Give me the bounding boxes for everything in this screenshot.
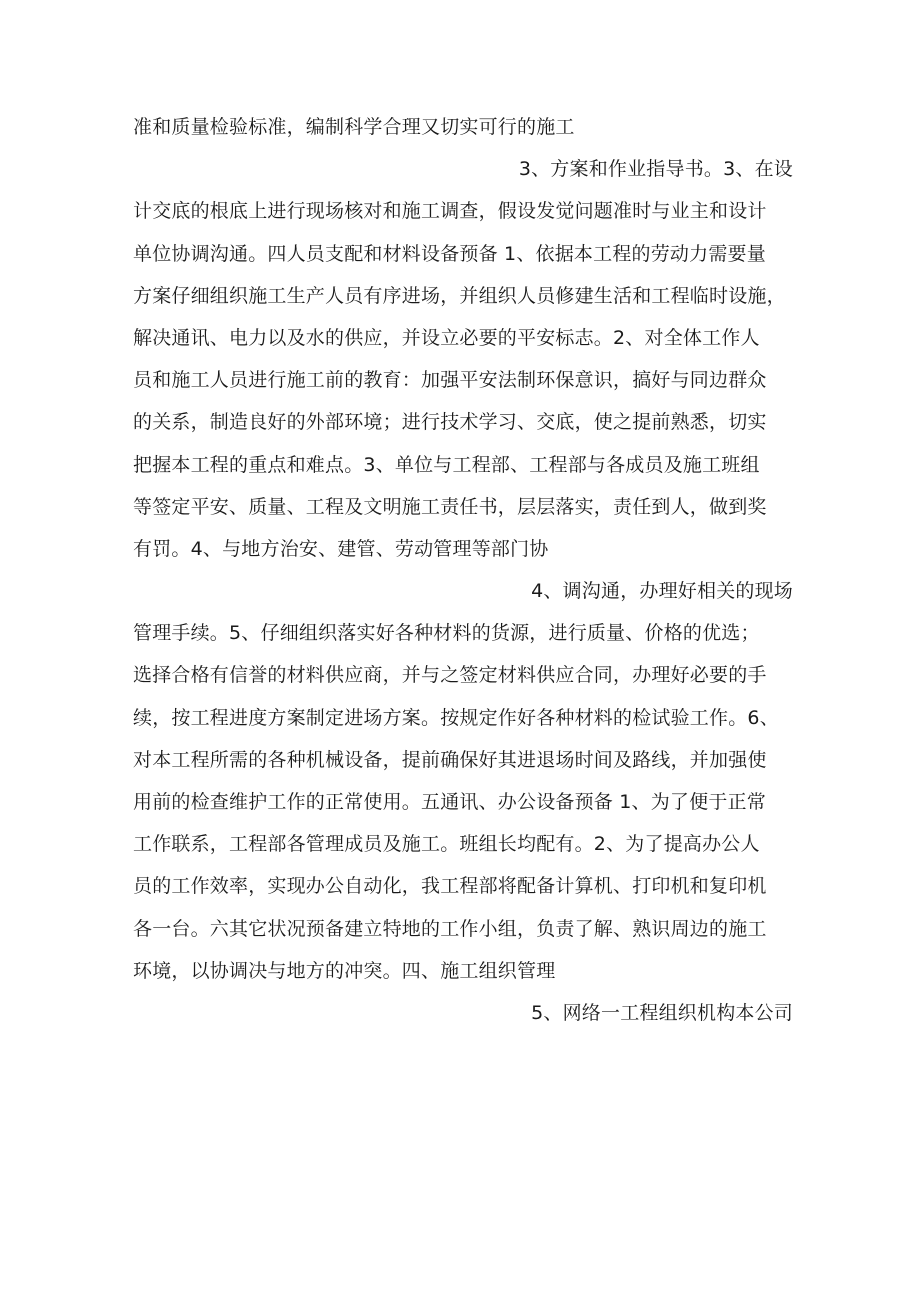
text-line: 用前的检查维护工作的正常使用。五通讯、办公设备预备 1、为了便于正常: [133, 791, 766, 813]
text-line: 4、调沟通，办理好相关的现场: [531, 580, 793, 603]
text-line: 员的工作效率，实现办公自动化，我工程部将配备计算机、打印机和复印机: [133, 875, 767, 898]
text-line: 环境，以协调决与地方的冲突。四、施工组织管理: [133, 959, 556, 982]
text-line: 计交底的根底上进行现场核对和施工调查，假设发觉问题准时与业主和设计: [133, 200, 767, 223]
text-line: 方案仔细组织施工生产人员有序进场，并组织人员修建生活和工程临时设施，: [133, 284, 786, 307]
text-line: 续，按工程进度方案制定进场方案。按规定作好各种材料的检试验工作。6、: [133, 706, 779, 729]
text-line: 的关系，制造良好的外部环境；进行技术学习、交底，使之提前熟悉，切实: [133, 411, 767, 434]
text-line: 员和施工人员进行施工前的教育：加强平安法制环保意识，搞好与同边群众: [133, 369, 767, 392]
text-line: 单位协调沟通。四人员支配和材料设备预备 1、依据本工程的劳动力需要量: [133, 242, 766, 265]
text-line: 准和质量检验标准，编制科学合理又切实可行的施工: [133, 116, 575, 138]
text-line: 把握本工程的重点和难点。3、单位与工程部、工程部与各成员及施工班组: [133, 453, 760, 476]
text-line: 管理手续。5、仔细组织落实好各种材料的货源，进行质量、价格的优选；: [133, 622, 760, 645]
text-line: 5、网络一工程组织机构本公司: [531, 1001, 793, 1024]
text-line: 选择合格有信誉的材料供应商，并与之签定材料供应合同，办理好必要的手: [133, 664, 767, 687]
text-line: 工作联系，工程部各管理成员及施工。班组长均配有。2、为了提高办公人: [133, 833, 760, 856]
text-line: 等签定平安、质量、工程及文明施工责任书，层层落实，责任到人，做到奖: [133, 495, 767, 518]
text-line: 各一台。六其它状况预备建立特地的工作小组，负责了解、熟识周边的施工: [133, 917, 767, 940]
text-line: 对本工程所需的各种机械设备，提前确保好其进退场时间及路线，并加强使: [133, 748, 767, 771]
text-line: 解决通讯、电力以及水的供应，并设立必要的平安标志。2、对全体工作人: [133, 326, 760, 349]
text-line: 有罚。4、与地方治安、建管、劳动管理等部门协: [133, 537, 549, 560]
text-line: 3、方案和作业指导书。3、在设: [518, 158, 793, 181]
document-body: [133, 106, 793, 1034]
